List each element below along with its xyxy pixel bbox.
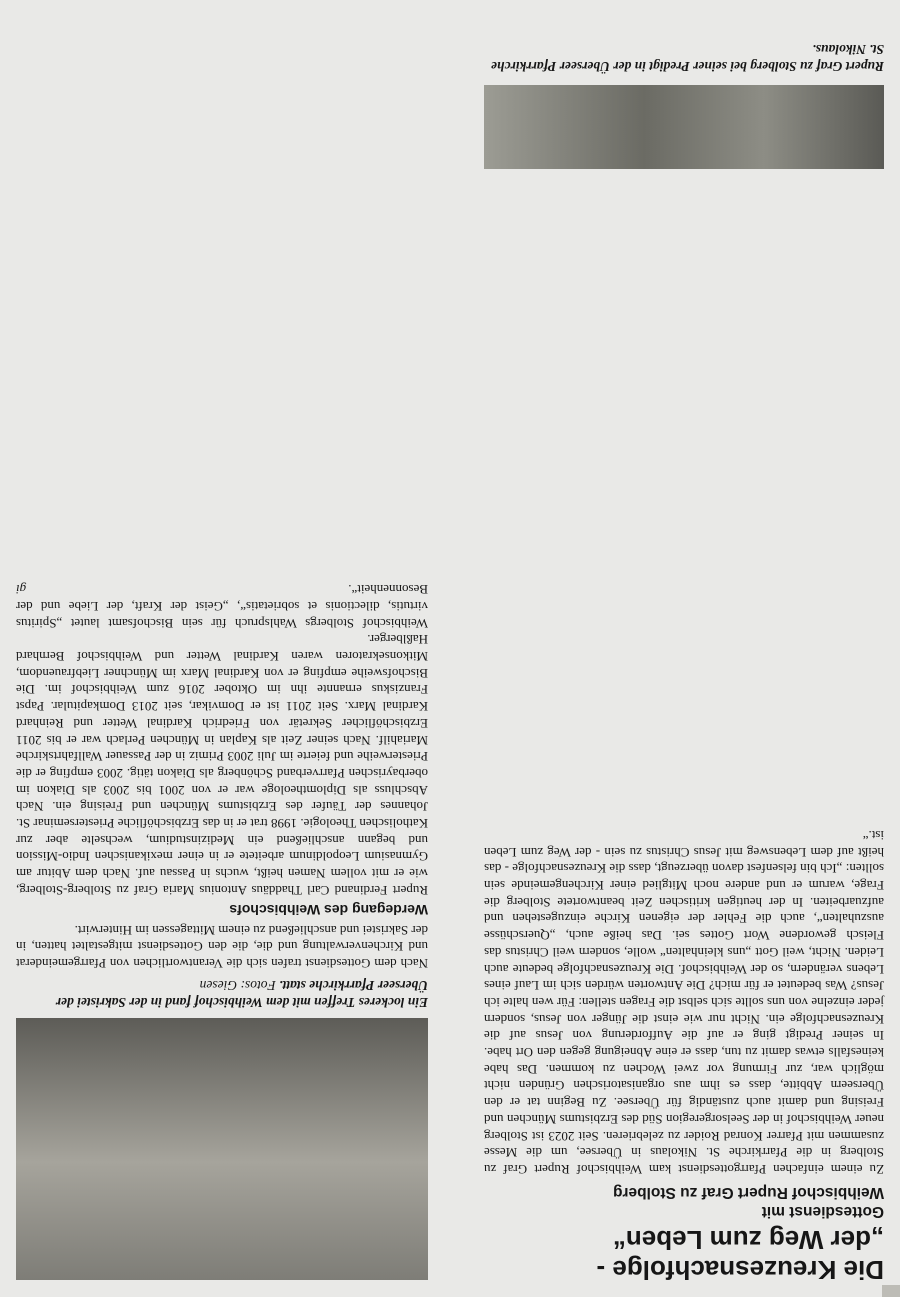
caption-group (16, 977, 428, 1011)
subtitle-line-2: Weihbischof Rupert Graf zu Stolberg (613, 1184, 884, 1201)
photo-credit: Fotos: Giesen (199, 978, 276, 993)
title-line-1: Die Kreuzesnachfolge - (596, 1255, 884, 1285)
article-body-motto (16, 581, 428, 631)
caption-group-text: Ein lockeres Treffen mit dem Weihbischof fand in der Sakristei der Überseer Pfarrkirche statt. (55, 978, 428, 1010)
article-body-biography: Rupert Ferdinand Carl Thaddäus Antonius Maria Graf zu Stolberg-Stolberg, wie er mit vollem Namen heißt, wuchs in Passau auf. Nach dem Abitur am Gymnasium Leopoldinum arbeitete er in einer mexikanischen Indio-Mission und begann anschließend ein Medizinstudium, wechselte aber zur Katholischen Theologie. 1998 trat er in das Erzbischöfliche Priesterseminar St. Johannes der Täufer des Erzbistums München und Freising ein. Nach Abschluss als Diplomtheologe war er von 2001 bis 2003 als Diakon im oberbayrischen Pfarrverband Schönberg als Diakon tätig. 2003 empfing er die Priesterweihe und feierte im Juli 2003 Primiz in der Passauer Wallfahrtskirche Mariahilf. Nach seiner Zeit als Kaplan in München Perlach war er bis 2011 Erzbischöflicher Sekretär von Friedrich Kardinal Wetter und Reinhard Kardinal Marx. Seit 2011 ist er Domvikar, seit 2013 Domkapitular. Papst Franziskus ernannte ihn im Oktober 2016 zum Weihbischof im. Die Bischofsweihe empfing er von Kardinal Marx im Münchner Liebfrauendom, Mitkonsekratoren waren Kardinal Wetter und Weihbischof Bernhard Haßlberger. (16, 632, 428, 898)
title-line-2: „der Weg zum Leben“ (612, 1225, 884, 1255)
photo-sacristy-meeting (16, 1018, 428, 1280)
article-title (484, 1225, 884, 1285)
article-subtitle (484, 1183, 884, 1221)
author-initials: gi (16, 582, 27, 598)
caption-pulpit-block (484, 41, 884, 75)
article-body-left: Zu einem einfachen Pfarrgottesdienst kam Weihbischof Rupert Graf zu Stolberg in die Pfarrkirche St. Nikolaus in Übersee, um die Messe zusammen mit Pfarrer Konrad Roider zu zelebrieren. Seit 2023 ist Stolberg neuer Weihbischof in der Seelsorgeregion Süd des Erzbistums München und Freising und damit auch zuständig für Übersee. Zu Beginn tat er den Überseern Abbitte, dass es ihm aus organisatorischen Gründen nicht möglich war, zur Firmung vor zwei Wochen zu kommen. Das habe keinesfalls etwas damit zu tun, dass er eine Abneigung gegen den Ort habe. In seiner Predigt ging er auf die Aufforderung von Jesus auf die Kreuzesnachfolge ein. Nicht nur wie einst die Jünger von Jesus, sondern jeder einzelne von uns sollte sich selbst die Fragen stellen: Für wen halte ich Jesus? Was bedeutet er für mich? Die Antworten würden sich im Lauf eines Lebens verändern, so der Weihbischof. Die Kreuzesnachfolge bedeute auch Leiden. Nicht, weil Gott „uns kleinhalten“ wolle, sondern weil Christus das Fleisch gewordene Wort Gottes sei. Das heiße auch, „Querschüsse auszuhalten“, auch die Fehler der eigenen Kirche einzugestehen und aufzuarbeiten. In der heutigen kritischen Zeit beantwortete Stolberg die Frage, warum er und andere noch Mitglied einer Kirchengemeinde sein sollten: „Ich bin felsenfest davon überzeugt, dass die Kreuzesnachfolge - das heißt auf dem Lebensweg mit Jesus Christus zu sein - der Weg zum Leben ist.“ (484, 827, 884, 1177)
article-body-right-intro: Nach dem Gottesdienst trafen sich die Verantwortlichen von Pfarrgemeinderat und Kirchenverwaltung und die, die den Gottesdienst mitgestaltet hatten, in der Sakristei und anschließend zu einem Mittagessen im Hinterwirt. (16, 922, 428, 971)
right-column (16, 581, 428, 1011)
motto-text: Weihbischof Stolbergs Wahlspruch für sein Bischofsamt lautet „Spiritus virtutis, dilectionis et sobrietatis“, „Geist der Kraft, der Liebe und der Besonnenheit“. (16, 582, 428, 631)
scan-edge (882, 1285, 900, 1297)
caption-pulpit: Rupert Graf zu Stolberg bei seiner Predigt in der Überseer Pfarrkirche St. Nikolaus. (491, 42, 884, 74)
bio-subheading: Werdegang des Weihbischofs (229, 901, 428, 918)
left-column (484, 826, 884, 1285)
subtitle-line-1: Gottesdienst mit (761, 1203, 884, 1220)
photo-bishop-preaching (484, 85, 884, 169)
